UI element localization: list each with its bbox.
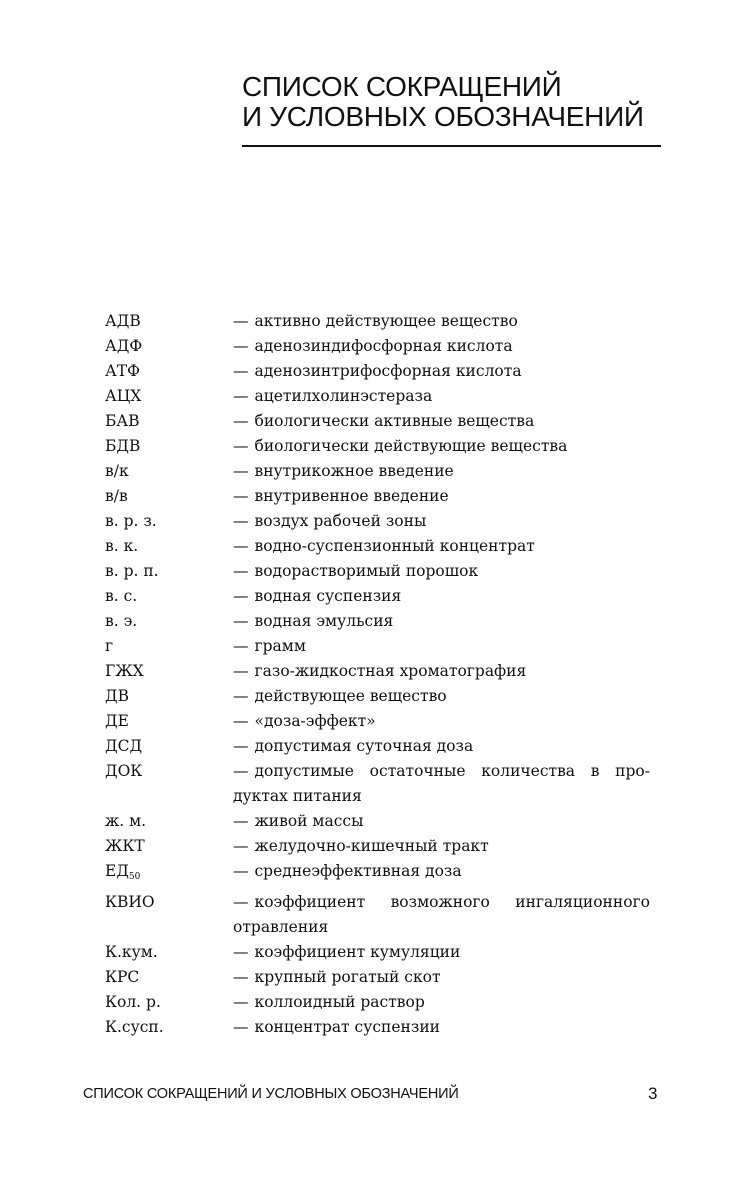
list-item: [105, 534, 650, 559]
definition-text: крупный рогатый скот: [254, 968, 441, 986]
definition: [233, 584, 650, 609]
definition: [233, 509, 650, 534]
definition-text: водная суспензия: [254, 587, 402, 605]
definition-text: коэффициент возможного ингаляционного отравления: [233, 893, 650, 936]
list-item: [105, 940, 650, 965]
list-item: [105, 384, 650, 409]
list-item: [105, 459, 650, 484]
dash: —: [233, 362, 249, 380]
definition: [233, 534, 650, 559]
definition: [233, 659, 650, 684]
list-item: [105, 709, 650, 734]
abbreviation: АДВ: [105, 312, 141, 330]
list-item: [105, 759, 650, 809]
definition: [233, 309, 650, 334]
definition: [233, 559, 650, 584]
definition: [233, 834, 650, 859]
abbreviation: АДФ: [105, 337, 143, 355]
definition: [233, 940, 650, 965]
running-footer-title: СПИСОК СОКРАЩЕНИЙ И УСЛОВНЫХ ОБОЗНАЧЕНИЙ: [83, 1086, 459, 1102]
dash: —: [233, 812, 249, 830]
dash: —: [233, 487, 249, 505]
definition: [233, 965, 650, 990]
abbreviation: в/к: [105, 462, 129, 480]
page-number: 3: [648, 1084, 658, 1103]
dash: —: [233, 637, 249, 655]
definition: [233, 759, 650, 809]
dash: —: [233, 412, 249, 430]
dash: —: [233, 737, 249, 755]
definition: [233, 684, 650, 709]
definition-text: биологически действующие вещества: [254, 437, 568, 455]
definition: [233, 459, 650, 484]
abbreviation-subscript: 50: [128, 872, 141, 882]
definition-text: воздух рабочей зоны: [254, 512, 427, 530]
list-item: [105, 484, 650, 509]
abbreviation: БДВ: [105, 437, 141, 455]
definition-text: аденозиндифосфорная кислота: [254, 337, 513, 355]
dash: —: [233, 462, 249, 480]
definition-text: ацетилхолинэстераза: [254, 387, 433, 405]
page-title-line-2: И УСЛОВНЫХ ОБОЗНАЧЕНИЙ: [242, 101, 644, 132]
list-item: [105, 359, 650, 384]
list-item: [105, 809, 650, 834]
abbreviation: КРС: [105, 968, 140, 986]
definition: [233, 609, 650, 634]
list-item: [105, 634, 650, 659]
definition: [233, 334, 650, 359]
definition-text: аденозинтрифосфорная кислота: [254, 362, 522, 380]
list-item: [105, 409, 650, 434]
abbreviation: ГЖХ: [105, 662, 144, 680]
list-item: [105, 684, 650, 709]
dash: —: [233, 662, 249, 680]
dash: —: [233, 587, 249, 605]
definition-text: живой массы: [254, 812, 364, 830]
page-title-line-1: СПИСОК СОКРАЩЕНИЙ: [242, 71, 562, 102]
list-item: [105, 965, 650, 990]
abbreviation: в. э.: [105, 612, 138, 630]
abbreviation: К.сусп.: [105, 1018, 164, 1036]
dash: —: [233, 968, 249, 986]
definition-text: концентрат суспензии: [254, 1018, 440, 1036]
dash: —: [233, 537, 249, 555]
definition: [233, 634, 650, 659]
definition: [233, 890, 650, 940]
list-item: [105, 559, 650, 584]
abbreviation: КВИО: [105, 893, 155, 911]
definition: [233, 384, 650, 409]
abbreviation: в. к.: [105, 537, 139, 555]
list-item: [105, 584, 650, 609]
definition-text: газо-жидкостная хроматография: [254, 662, 527, 680]
list-item: [105, 334, 650, 359]
list-item: [105, 1015, 650, 1040]
definition-text: действующее вещество: [254, 687, 447, 705]
definition-text: водная эмульсия: [254, 612, 394, 630]
abbreviation: ДСД: [105, 737, 143, 755]
abbreviation-list: [105, 309, 650, 1040]
abbreviation: в. р. п.: [105, 562, 159, 580]
abbreviation: ЖКТ: [105, 837, 145, 855]
list-item: [105, 834, 650, 859]
title-underline-divider: [242, 145, 661, 147]
abbreviation: ДЕ: [105, 712, 129, 730]
list-item: [105, 509, 650, 534]
definition: [233, 734, 650, 759]
dash: —: [233, 687, 249, 705]
definition: [233, 859, 650, 884]
list-item: [105, 434, 650, 459]
abbreviation: Кол. р.: [105, 993, 161, 1011]
definition-text: «доза-эффект»: [254, 712, 376, 730]
dash: —: [233, 762, 249, 780]
dash: —: [233, 437, 249, 455]
dash: —: [233, 1018, 249, 1036]
abbreviation: [105, 859, 233, 890]
definition: [233, 1015, 650, 1040]
definition: [233, 484, 650, 509]
definition-text: желудочно-кишечный тракт: [254, 837, 489, 855]
definition-text: грамм: [254, 637, 306, 655]
dash: —: [233, 712, 249, 730]
list-item: [105, 890, 650, 940]
list-item: [105, 859, 650, 890]
definition: [233, 809, 650, 834]
dash: —: [233, 612, 249, 630]
dash: —: [233, 993, 249, 1011]
definition: [233, 409, 650, 434]
definition: [233, 359, 650, 384]
abbreviation: г: [105, 637, 114, 655]
dash: —: [233, 862, 249, 880]
dash: —: [233, 562, 249, 580]
abbreviation: ДВ: [105, 687, 129, 705]
abbreviation: в. с.: [105, 587, 138, 605]
dash: —: [233, 893, 249, 911]
definition-text: внутрикожное введение: [254, 462, 454, 480]
list-item: [105, 309, 650, 334]
abbreviation: ж. м.: [105, 812, 147, 830]
dash: —: [233, 312, 249, 330]
definition-text: внутривенное введение: [254, 487, 449, 505]
abbreviation: АЦХ: [105, 387, 142, 405]
definition-text: коллоидный раствор: [254, 993, 425, 1011]
definition-text: коэффициент кумуляции: [254, 943, 461, 961]
definition-text: активно действующее вещество: [254, 312, 518, 330]
definition: [233, 709, 650, 734]
definition: [233, 990, 650, 1015]
abbreviation: в. р. з.: [105, 512, 157, 530]
definition: [233, 434, 650, 459]
abbreviation: в/в: [105, 487, 128, 505]
definition-text: биологически активные вещества: [254, 412, 535, 430]
list-item: [105, 990, 650, 1015]
list-item: [105, 659, 650, 684]
abbreviation: БАВ: [105, 412, 140, 430]
abbreviation: К.кум.: [105, 943, 158, 961]
definition-text: среднеэффективная доза: [254, 862, 462, 880]
dash: —: [233, 512, 249, 530]
abbreviation-text: ЕД: [105, 862, 129, 880]
definition-text: водорастворимый порошок: [254, 562, 479, 580]
dash: —: [233, 837, 249, 855]
definition-text: допустимая суточная доза: [254, 737, 474, 755]
dash: —: [233, 337, 249, 355]
definition-text: водно-суспензионный концентрат: [254, 537, 535, 555]
abbreviation: АТФ: [105, 362, 140, 380]
definition-text: допустимые остаточные количества в про-дуктах питания: [233, 762, 650, 805]
page-title: [242, 72, 644, 132]
dash: —: [233, 387, 249, 405]
abbreviation: ДОК: [105, 762, 143, 780]
list-item: [105, 609, 650, 634]
dash: —: [233, 943, 249, 961]
list-item: [105, 734, 650, 759]
